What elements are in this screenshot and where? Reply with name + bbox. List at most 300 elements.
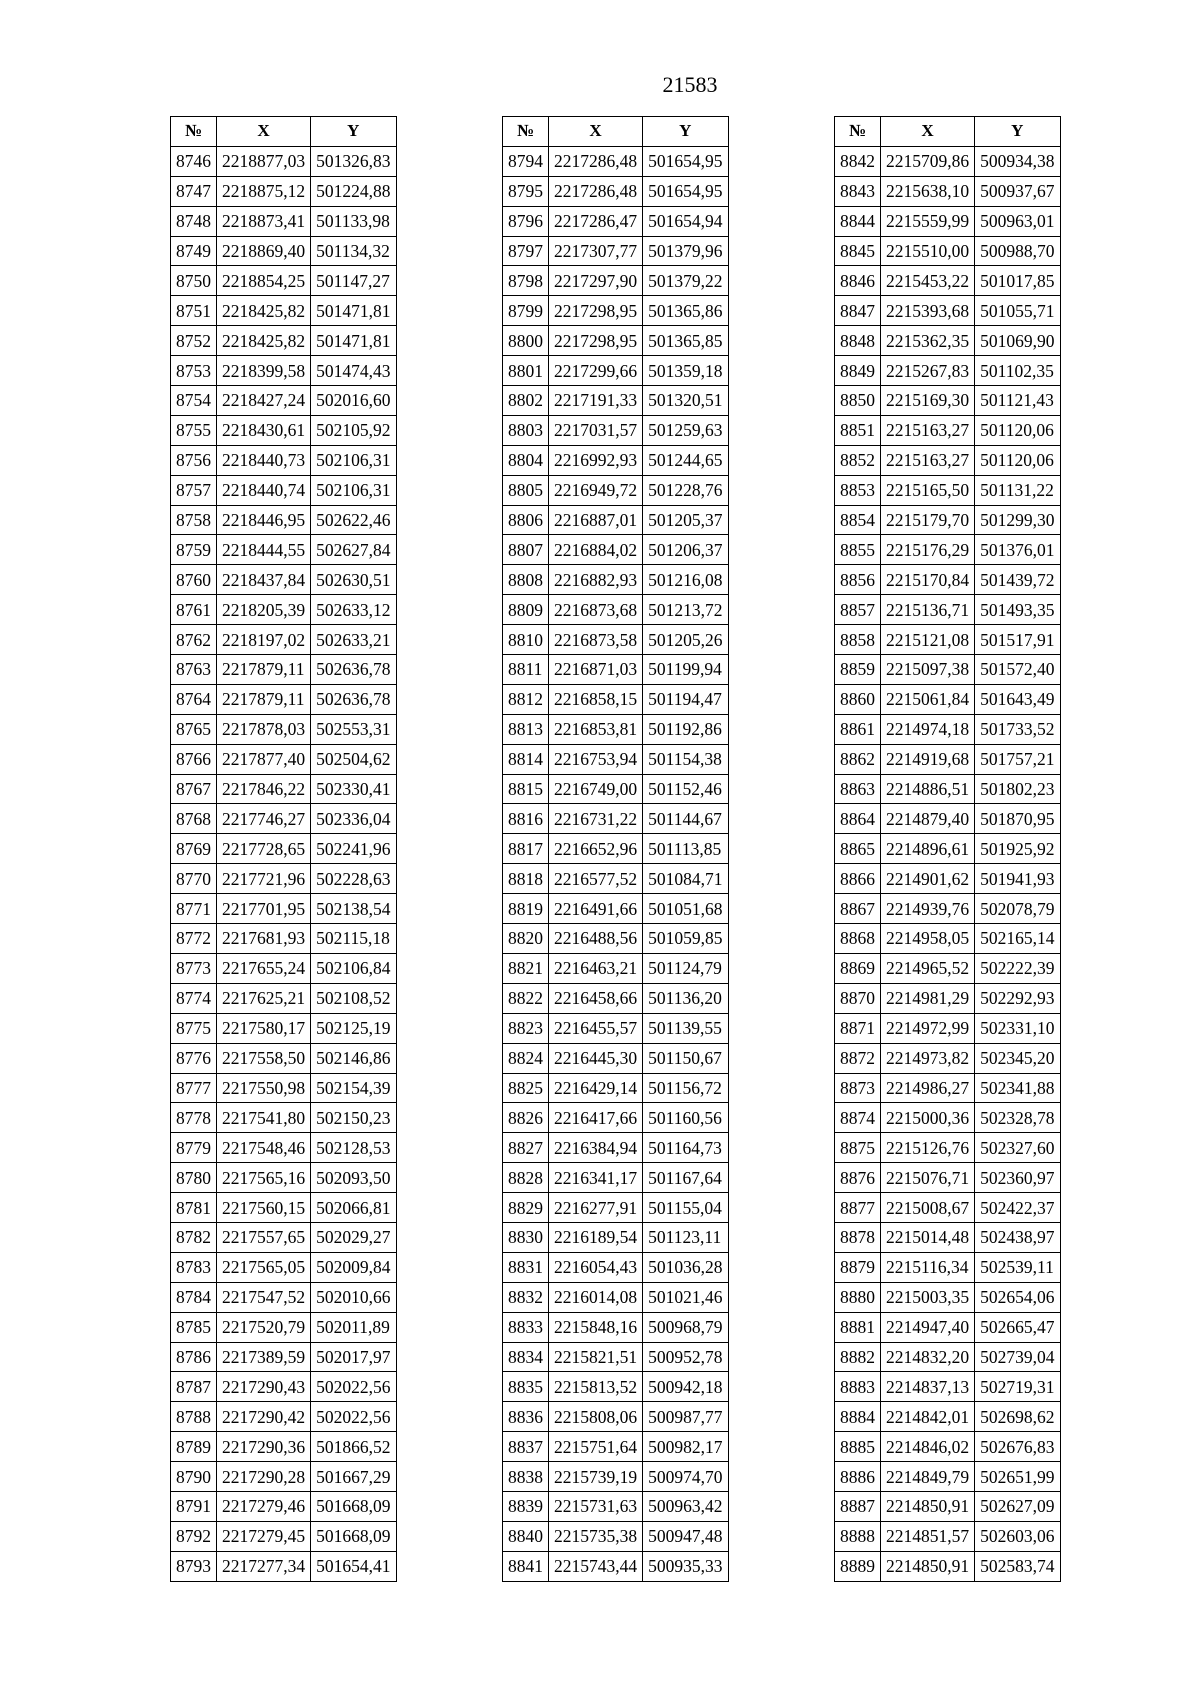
cell-x: 2217625,21: [217, 983, 311, 1013]
table-row: [171, 386, 397, 416]
cell-x: 2217279,46: [217, 1491, 311, 1521]
table-row: [171, 953, 397, 983]
cell-y: 501259,63: [643, 415, 728, 445]
cell-y: 501124,79: [643, 953, 728, 983]
cell-num: 8817: [503, 834, 549, 864]
cell-num: 8837: [503, 1432, 549, 1462]
cell-num: 8796: [503, 206, 549, 236]
cell-num: 8816: [503, 804, 549, 834]
table-row: [835, 774, 1061, 804]
cell-num: 8830: [503, 1222, 549, 1252]
table-row: [171, 1491, 397, 1521]
cell-x: 2217298,95: [549, 296, 643, 326]
table-row: [171, 1432, 397, 1462]
table-row: [835, 1013, 1061, 1043]
cell-x: 2215821,51: [549, 1342, 643, 1372]
table-row: [835, 924, 1061, 954]
table-row: [835, 386, 1061, 416]
cell-y: 502665,47: [975, 1312, 1060, 1342]
cell-x: 2217565,05: [217, 1252, 311, 1282]
cell-x: 2214972,99: [881, 1013, 975, 1043]
cell-num: 8759: [171, 535, 217, 565]
table-row: [835, 1222, 1061, 1252]
cell-num: 8885: [835, 1432, 881, 1462]
cell-x: 2216417,66: [549, 1103, 643, 1133]
cell-x: 2216455,57: [549, 1013, 643, 1043]
cell-y: 501326,83: [311, 146, 396, 176]
cell-y: 500934,38: [975, 146, 1060, 176]
table-row: [835, 983, 1061, 1013]
cell-y: 501120,06: [975, 415, 1060, 445]
cell-x: 2214939,76: [881, 894, 975, 924]
cell-x: 2216488,56: [549, 924, 643, 954]
cell-y: 500942,18: [643, 1372, 728, 1402]
cell-num: 8873: [835, 1073, 881, 1103]
cell-num: 8871: [835, 1013, 881, 1043]
cell-num: 8811: [503, 655, 549, 685]
cell-x: 2218873,41: [217, 206, 311, 236]
table-row: [503, 983, 729, 1013]
table-row: [503, 1551, 729, 1581]
cell-y: 501213,72: [643, 595, 728, 625]
cell-y: 502146,86: [311, 1043, 396, 1073]
cell-num: 8775: [171, 1013, 217, 1043]
cell-num: 8866: [835, 864, 881, 894]
cell-y: 502345,20: [975, 1043, 1060, 1073]
header-y: Y: [975, 117, 1060, 147]
table-row: [171, 983, 397, 1013]
table-row: [503, 176, 729, 206]
cell-num: 8884: [835, 1402, 881, 1432]
cell-num: 8788: [171, 1402, 217, 1432]
cell-x: 2217031,57: [549, 415, 643, 445]
table-row: [171, 1133, 397, 1163]
cell-x: 2218440,74: [217, 475, 311, 505]
table-row: [503, 834, 729, 864]
cell-num: 8787: [171, 1372, 217, 1402]
cell-y: 502622,46: [311, 505, 396, 535]
cell-num: 8856: [835, 565, 881, 595]
cell-x: 2214850,91: [881, 1491, 975, 1521]
cell-y: 502022,56: [311, 1372, 396, 1402]
cell-y: 502539,11: [975, 1252, 1060, 1282]
cell-num: 8803: [503, 415, 549, 445]
cell-y: 501167,64: [643, 1163, 728, 1193]
cell-num: 8838: [503, 1462, 549, 1492]
cell-x: 2217565,16: [217, 1163, 311, 1193]
header-row: [171, 117, 397, 147]
table-row: [835, 864, 1061, 894]
cell-num: 8747: [171, 176, 217, 206]
cell-x: 2215116,34: [881, 1252, 975, 1282]
cell-x: 2216853,81: [549, 714, 643, 744]
cell-y: 502676,83: [975, 1432, 1060, 1462]
cell-x: 2216873,58: [549, 625, 643, 655]
cell-x: 2214849,79: [881, 1462, 975, 1492]
cell-num: 8870: [835, 983, 881, 1013]
table-row: [171, 1282, 397, 1312]
cell-num: 8800: [503, 326, 549, 356]
cell-x: 2215061,84: [881, 684, 975, 714]
table-row: [503, 1312, 729, 1342]
cell-num: 8841: [503, 1551, 549, 1581]
cell-y: 501299,30: [975, 505, 1060, 535]
table-row: [835, 744, 1061, 774]
cell-y: 501757,21: [975, 744, 1060, 774]
cell-x: 2216189,54: [549, 1222, 643, 1252]
cell-y: 501156,72: [643, 1073, 728, 1103]
table-row: [171, 1193, 397, 1223]
cell-y: 502029,27: [311, 1222, 396, 1252]
cell-y: 502093,50: [311, 1163, 396, 1193]
table-row: [171, 356, 397, 386]
cell-y: 501493,35: [975, 595, 1060, 625]
table-row: [171, 236, 397, 266]
table-row: [503, 625, 729, 655]
cell-num: 8845: [835, 236, 881, 266]
table-row: [835, 146, 1061, 176]
header-num: №: [835, 117, 881, 147]
cell-x: 2217878,03: [217, 714, 311, 744]
cell-num: 8859: [835, 655, 881, 685]
cell-num: 8792: [171, 1521, 217, 1551]
cell-y: 500968,79: [643, 1312, 728, 1342]
page-number: 21583: [662, 72, 718, 97]
table-row: [171, 1342, 397, 1372]
cell-num: 8813: [503, 714, 549, 744]
cell-num: 8842: [835, 146, 881, 176]
cell-y: 500937,67: [975, 176, 1060, 206]
table-row: [835, 595, 1061, 625]
cell-num: 8778: [171, 1103, 217, 1133]
cell-x: 2217191,33: [549, 386, 643, 416]
cell-num: 8764: [171, 684, 217, 714]
cell-num: 8798: [503, 266, 549, 296]
table-row: [835, 1402, 1061, 1432]
cell-y: 501154,38: [643, 744, 728, 774]
cell-y: 501668,09: [311, 1491, 396, 1521]
cell-num: 8761: [171, 595, 217, 625]
header-num: №: [503, 117, 549, 147]
table-row: [835, 1551, 1061, 1581]
cell-x: 2217290,43: [217, 1372, 311, 1402]
cell-y: 501379,96: [643, 236, 728, 266]
table-row: [503, 535, 729, 565]
table-row: [835, 1193, 1061, 1223]
table-row: [835, 1432, 1061, 1462]
cell-y: 500963,42: [643, 1491, 728, 1521]
table-row: [835, 1043, 1061, 1073]
cell-num: 8812: [503, 684, 549, 714]
table-row: [503, 804, 729, 834]
cell-num: 8824: [503, 1043, 549, 1073]
cell-num: 8793: [171, 1551, 217, 1581]
table-row: [503, 1252, 729, 1282]
table-row: [171, 1163, 397, 1193]
cell-y: 502327,60: [975, 1133, 1060, 1163]
cell-num: 8808: [503, 565, 549, 595]
cell-y: 501474,43: [311, 356, 396, 386]
cell-y: 501084,71: [643, 864, 728, 894]
cell-num: 8772: [171, 924, 217, 954]
table-row: [503, 714, 729, 744]
cell-x: 2214919,68: [881, 744, 975, 774]
table-row: [835, 505, 1061, 535]
table-row: [835, 266, 1061, 296]
cell-x: 2217879,11: [217, 684, 311, 714]
cell-num: 8886: [835, 1462, 881, 1492]
cell-x: 2217746,27: [217, 804, 311, 834]
cell-x: 2215176,29: [881, 535, 975, 565]
cell-num: 8851: [835, 415, 881, 445]
cell-y: 501572,40: [975, 655, 1060, 685]
cell-y: 501123,11: [643, 1222, 728, 1252]
cell-x: 2217701,95: [217, 894, 311, 924]
cell-x: 2216652,96: [549, 834, 643, 864]
cell-y: 501870,95: [975, 804, 1060, 834]
cell-x: 2218869,40: [217, 236, 311, 266]
cell-y: 501021,46: [643, 1282, 728, 1312]
cell-x: 2217550,98: [217, 1073, 311, 1103]
cell-num: 8857: [835, 595, 881, 625]
table-row: [503, 415, 729, 445]
cell-x: 2215163,27: [881, 445, 975, 475]
cell-num: 8804: [503, 445, 549, 475]
table-row: [171, 1222, 397, 1252]
cell-y: 501136,20: [643, 983, 728, 1013]
table-row: [171, 296, 397, 326]
cell-y: 502125,19: [311, 1013, 396, 1043]
header-row: [835, 117, 1061, 147]
cell-x: 2217681,93: [217, 924, 311, 954]
cell-x: 2216882,93: [549, 565, 643, 595]
cell-num: 8867: [835, 894, 881, 924]
cell-x: 2217557,65: [217, 1222, 311, 1252]
cell-y: 502739,04: [975, 1342, 1060, 1372]
cell-x: 2217541,80: [217, 1103, 311, 1133]
cell-num: 8839: [503, 1491, 549, 1521]
cell-num: 8847: [835, 296, 881, 326]
cell-y: 501017,85: [975, 266, 1060, 296]
table-row: [503, 356, 729, 386]
cell-num: 8877: [835, 1193, 881, 1223]
table-row: [503, 655, 729, 685]
table-row: [503, 1462, 729, 1492]
cell-x: 2216749,00: [549, 774, 643, 804]
cell-x: 2217877,40: [217, 744, 311, 774]
cell-x: 2215751,64: [549, 1432, 643, 1462]
cell-x: 2218437,84: [217, 565, 311, 595]
cell-x: 2218205,39: [217, 595, 311, 625]
cell-x: 2217279,45: [217, 1521, 311, 1551]
table-row: [171, 864, 397, 894]
table-row: [835, 625, 1061, 655]
table-row: [171, 684, 397, 714]
coordinate-table-1: [170, 116, 397, 1582]
cell-x: 2215813,52: [549, 1372, 643, 1402]
table-row: [835, 1073, 1061, 1103]
cell-y: 501802,23: [975, 774, 1060, 804]
cell-y: 502017,97: [311, 1342, 396, 1372]
cell-x: 2214832,20: [881, 1342, 975, 1372]
cell-y: 500987,77: [643, 1402, 728, 1432]
cell-y: 501152,46: [643, 774, 728, 804]
cell-num: 8758: [171, 505, 217, 535]
cell-x: 2217520,79: [217, 1312, 311, 1342]
cell-x: 2215638,10: [881, 176, 975, 206]
header-row: [503, 117, 729, 147]
cell-y: 502066,81: [311, 1193, 396, 1223]
cell-y: 501055,71: [975, 296, 1060, 326]
table-row: [503, 774, 729, 804]
cell-num: 8757: [171, 475, 217, 505]
table-row: [503, 1193, 729, 1223]
cell-num: 8825: [503, 1073, 549, 1103]
cell-x: 2216731,22: [549, 804, 643, 834]
cell-num: 8826: [503, 1103, 549, 1133]
cell-num: 8876: [835, 1163, 881, 1193]
cell-y: 501471,81: [311, 326, 396, 356]
cell-y: 502105,92: [311, 415, 396, 445]
cell-x: 2215121,08: [881, 625, 975, 655]
cell-num: 8791: [171, 1491, 217, 1521]
cell-y: 502292,93: [975, 983, 1060, 1013]
cell-num: 8753: [171, 356, 217, 386]
cell-x: 2218444,55: [217, 535, 311, 565]
table-row: [171, 924, 397, 954]
cell-num: 8784: [171, 1282, 217, 1312]
cell-y: 501102,35: [975, 356, 1060, 386]
cell-y: 501654,95: [643, 176, 728, 206]
cell-y: 501365,86: [643, 296, 728, 326]
table-row: [171, 834, 397, 864]
cell-y: 501150,67: [643, 1043, 728, 1073]
cell-y: 502636,78: [311, 684, 396, 714]
cell-num: 8852: [835, 445, 881, 475]
cell-num: 8771: [171, 894, 217, 924]
cell-y: 502603,06: [975, 1521, 1060, 1551]
cell-y: 501733,52: [975, 714, 1060, 744]
cell-x: 2217846,22: [217, 774, 311, 804]
cell-y: 501194,47: [643, 684, 728, 714]
table-row: [503, 386, 729, 416]
table-row: [503, 894, 729, 924]
cell-x: 2214947,40: [881, 1312, 975, 1342]
table-row: [835, 684, 1061, 714]
cell-x: 2215808,06: [549, 1402, 643, 1432]
cell-num: 8846: [835, 266, 881, 296]
cell-x: 2216014,08: [549, 1282, 643, 1312]
cell-x: 2215848,16: [549, 1312, 643, 1342]
table-row: [503, 445, 729, 475]
cell-y: 502553,31: [311, 714, 396, 744]
cell-x: 2217558,50: [217, 1043, 311, 1073]
table-row: [171, 1372, 397, 1402]
table-row: [171, 326, 397, 356]
cell-num: 8864: [835, 804, 881, 834]
cell-y: 502115,18: [311, 924, 396, 954]
cell-x: 2215003,35: [881, 1282, 975, 1312]
cell-x: 2214986,27: [881, 1073, 975, 1103]
cell-num: 8863: [835, 774, 881, 804]
header-num: №: [171, 117, 217, 147]
cell-num: 8881: [835, 1312, 881, 1342]
cell-x: 2215735,38: [549, 1521, 643, 1551]
cell-y: 502222,39: [975, 953, 1060, 983]
cell-num: 8879: [835, 1252, 881, 1282]
table-row: [503, 1043, 729, 1073]
cell-y: 500963,01: [975, 206, 1060, 236]
cell-num: 8820: [503, 924, 549, 954]
cell-num: 8868: [835, 924, 881, 954]
cell-x: 2217728,65: [217, 834, 311, 864]
cell-x: 2214851,57: [881, 1521, 975, 1551]
cell-y: 501941,93: [975, 864, 1060, 894]
cell-x: 2217297,90: [549, 266, 643, 296]
cell-num: 8767: [171, 774, 217, 804]
cell-num: 8880: [835, 1282, 881, 1312]
cell-x: 2218875,12: [217, 176, 311, 206]
cell-y: 500952,78: [643, 1342, 728, 1372]
table-row: [171, 206, 397, 236]
cell-num: 8780: [171, 1163, 217, 1193]
table-row: [835, 326, 1061, 356]
cell-y: 502106,31: [311, 445, 396, 475]
cell-x: 2215165,50: [881, 475, 975, 505]
cell-y: 502106,84: [311, 953, 396, 983]
cell-x: 2216992,93: [549, 445, 643, 475]
cell-num: 8872: [835, 1043, 881, 1073]
cell-x: 2214842,01: [881, 1402, 975, 1432]
cell-y: 502336,04: [311, 804, 396, 834]
table-row: [503, 1521, 729, 1551]
cell-x: 2217560,15: [217, 1193, 311, 1223]
table-row: [503, 565, 729, 595]
table-row: [503, 1432, 729, 1462]
table-row: [503, 744, 729, 774]
cell-x: 2215510,00: [881, 236, 975, 266]
table-row: [835, 206, 1061, 236]
cell-y: 501517,91: [975, 625, 1060, 655]
cell-y: 501866,52: [311, 1432, 396, 1462]
cell-y: 501139,55: [643, 1013, 728, 1043]
cell-y: 501228,76: [643, 475, 728, 505]
cell-x: 2217277,34: [217, 1551, 311, 1581]
cell-x: 2214886,51: [881, 774, 975, 804]
cell-y: 501206,37: [643, 535, 728, 565]
cell-num: 8765: [171, 714, 217, 744]
cell-x: 2215170,84: [881, 565, 975, 595]
cell-x: 2217290,36: [217, 1432, 311, 1462]
cell-x: 2218425,82: [217, 326, 311, 356]
table-row: [503, 924, 729, 954]
cell-x: 2215559,99: [881, 206, 975, 236]
cell-num: 8799: [503, 296, 549, 326]
cell-y: 502241,96: [311, 834, 396, 864]
table-row: [171, 445, 397, 475]
cell-num: 8888: [835, 1521, 881, 1551]
cell-x: 2214846,02: [881, 1432, 975, 1462]
header-x: X: [549, 117, 643, 147]
cell-num: 8854: [835, 505, 881, 535]
cell-num: 8827: [503, 1133, 549, 1163]
table-row: [503, 1342, 729, 1372]
cell-x: 2215179,70: [881, 505, 975, 535]
table-row: [835, 1133, 1061, 1163]
table-row: [835, 894, 1061, 924]
cell-y: 502016,60: [311, 386, 396, 416]
cell-x: 2214837,13: [881, 1372, 975, 1402]
